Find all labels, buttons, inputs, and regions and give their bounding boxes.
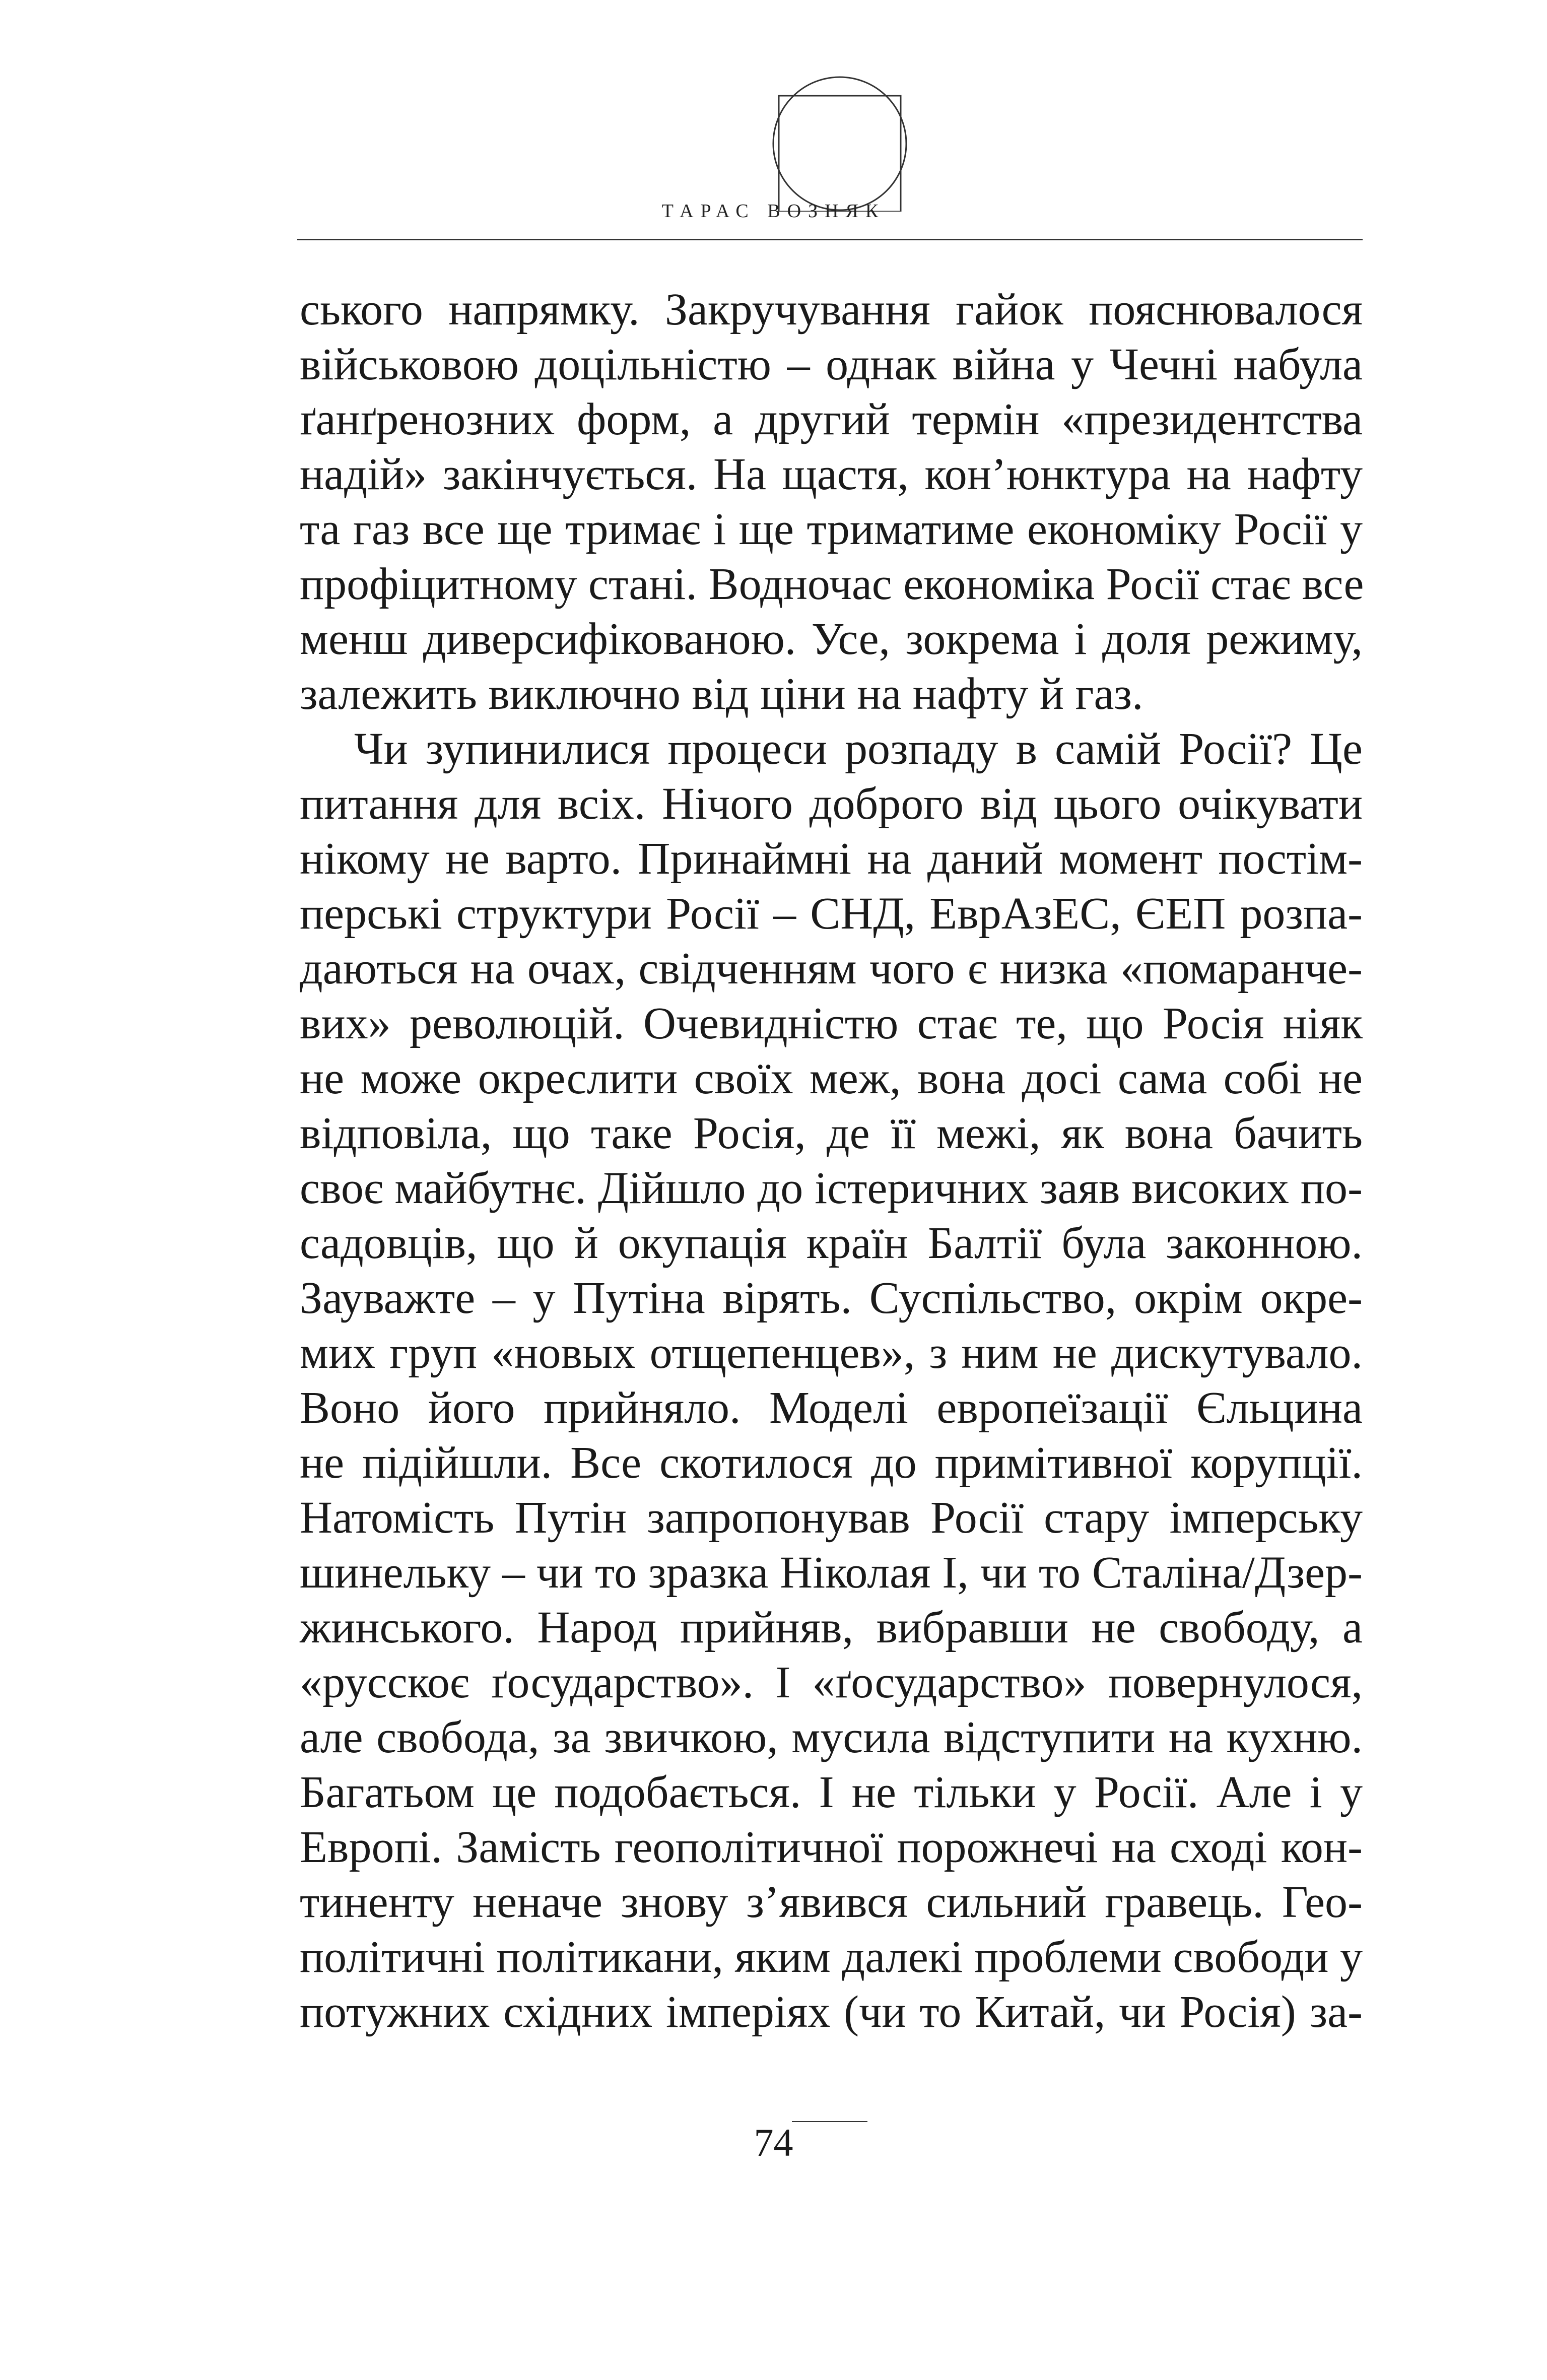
text-line: своє майбутнє. Дійшло до істеричних заяв високих по- — [300, 1163, 1363, 1213]
running-head: ТАРАС ВОЗНЯК — [661, 201, 886, 222]
paragraph-1 — [300, 282, 1363, 721]
text-line: та газ все ще тримає і ще триматиме економіку Росії у — [300, 504, 1363, 554]
text-line: Багатьом це подобається. І не тільки у Росії. Але і у — [300, 1767, 1363, 1817]
text-line: мих груп «новых отщепенцев», з ним не дискутувало. — [300, 1328, 1363, 1378]
body-text — [300, 282, 1363, 2116]
text-line: садовців, що й окупація країн Балтії була законною. — [300, 1218, 1363, 1268]
text-line: тиненту неначе знову з’явився сильний гравець. Гео- — [300, 1877, 1363, 1927]
text-line: вих» революцій. Очевидністю стає те, що Росія ніяк — [300, 999, 1363, 1048]
text-line: шинельку – чи то зразка Ніколая І, чи то Сталіна/Дзер- — [300, 1548, 1363, 1598]
text-line: жинського. Народ прийняв, вибравши не свободу, а — [300, 1603, 1363, 1652]
text-line: Воно його прийняло. Моделі европеїзації Єльцина — [300, 1383, 1363, 1433]
text-line: профіцитному стані. Водночас економіка Росії стає все — [300, 559, 1364, 609]
text-line: залежить виключно від ціни на нафту й газ. — [300, 669, 1144, 719]
text-line: Европі. Замість геополітичної порожнечі на сході кон- — [300, 1822, 1363, 1872]
paragraph-2 — [300, 721, 1363, 2039]
text-line: перські структури Росії – СНД, ЕврАзЕС, ЄЕП розпа- — [300, 889, 1363, 939]
text-line: не може окреслити своїх меж, вона досі сама собі не — [300, 1053, 1363, 1103]
text-line: відповіла, що таке Росія, де її межі, як вона бачить — [300, 1108, 1363, 1158]
text-line: надій» закінчується. На щастя, кон’юнктура на нафту — [300, 449, 1363, 499]
text-line: військовою доцільністю – однак війна у Чечні набула — [300, 340, 1363, 389]
text-line: нікому не варто. Принаймні на даний момент постім- — [300, 834, 1363, 884]
text-line: ського напрямку. Закручування гайок пояснювалося — [300, 285, 1363, 335]
text-line: Натомість Путін запропонував Росії стару імперську — [300, 1493, 1363, 1543]
text-line: політичні політикани, яким далекі проблеми свободи у — [300, 1932, 1363, 1982]
text-line: ґанґренозних форм, а другий термін «президентства — [300, 394, 1363, 444]
text-line: «русскоє ґосударство». І «ґосударство» повернулося, — [300, 1658, 1363, 1707]
text-line: менш диверсифікованою. Усе, зокрема і доля режиму, — [300, 614, 1363, 664]
circle-square-emblem-icon — [772, 76, 908, 212]
text-line: Чи зупинилися процеси розпаду в самій Росії? Це — [354, 724, 1363, 774]
text-line: питання для всіх. Нічого доброго від цього очікувати — [300, 779, 1363, 829]
text-line: але свобода, за звичкою, мусила відступити на кухню. — [300, 1712, 1363, 1762]
text-line: даються на очах, свідченням чого є низка «помаранче- — [300, 944, 1363, 994]
text-line: Зауважте – у Путіна вірять. Суспільство, окрім окре- — [300, 1273, 1363, 1323]
page-number: 74 — [754, 2121, 793, 2164]
text-line: потужних східних імперіях (чи то Китай, чи Росія) за- — [300, 1987, 1363, 2037]
header-rule — [297, 239, 1363, 240]
text-line: не підійшли. Все скотилося до примітивної корупції. — [300, 1438, 1363, 1488]
